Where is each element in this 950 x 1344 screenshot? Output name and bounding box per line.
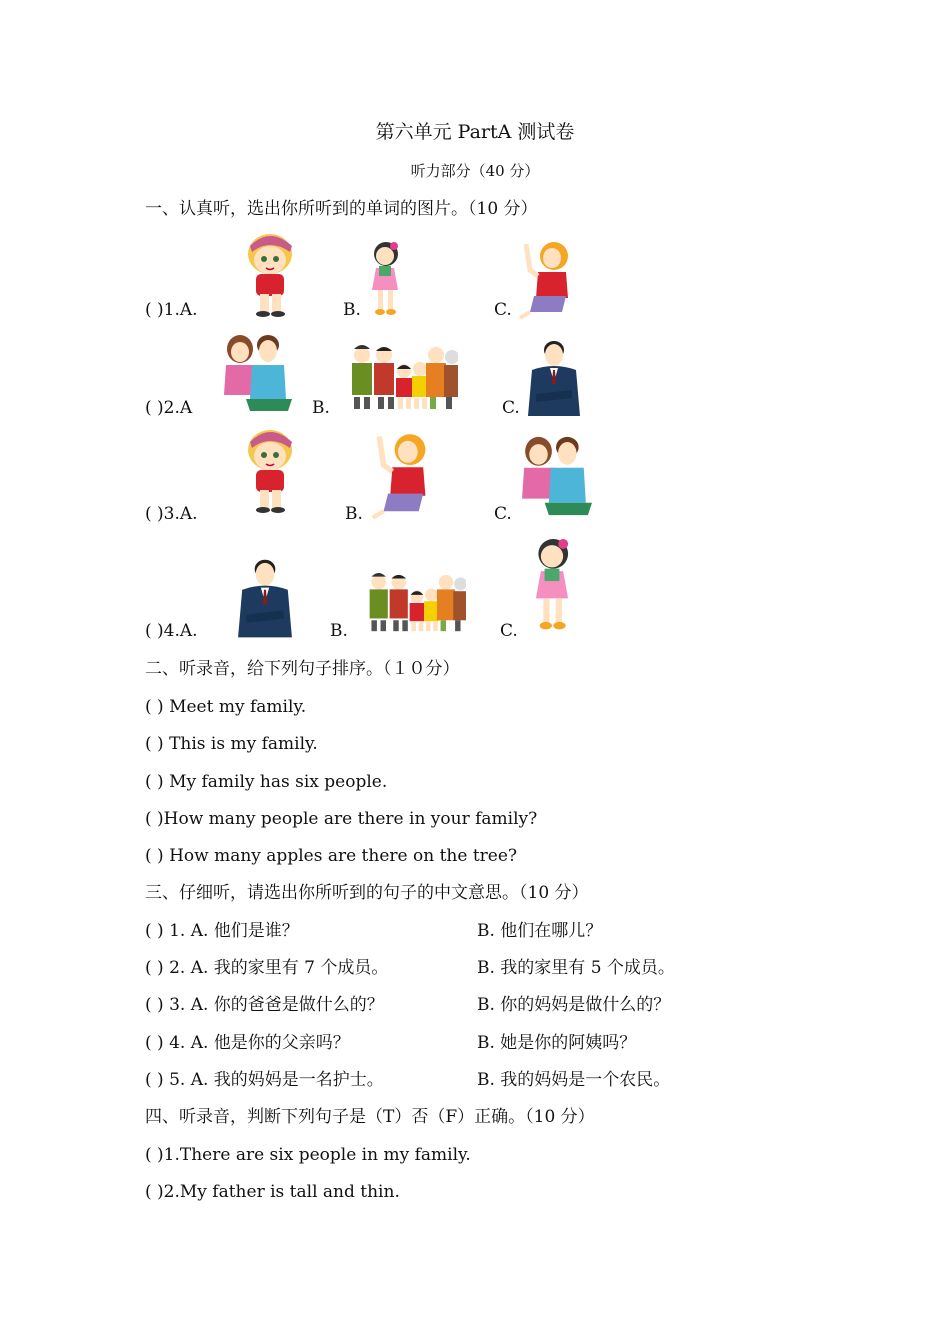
- s3-item-a: ( ) 1. A. 他们是谁？: [145, 921, 299, 941]
- family-picture: [366, 570, 466, 636]
- page-title: 第六单元 PartA 测试卷: [375, 121, 575, 143]
- couple-picture: [520, 434, 592, 518]
- s3-item-b: B. 我的家里有 5 个成员。: [477, 958, 675, 978]
- q1-3-number: ( )3.A.: [145, 504, 198, 524]
- q1-2-option-b: B.: [312, 398, 330, 418]
- boy-picture: [236, 428, 304, 514]
- q1-4-number: ( )4.A.: [145, 621, 198, 641]
- s3-item-b: B. 她是你的阿姨吗？: [477, 1033, 637, 1053]
- s2-item: ( ) My family has six people.: [145, 772, 388, 792]
- q1-1-option-c: C.: [494, 300, 512, 320]
- q1-1-number: ( )1.A.: [145, 300, 198, 320]
- q1-2-option-c: C.: [502, 398, 520, 418]
- s3-item-a: ( ) 2. A. 我的家里有 7 个成员。: [145, 958, 389, 978]
- couple-picture: [222, 333, 292, 413]
- s2-item: ( ) Meet my family.: [145, 697, 307, 717]
- section-2-heading: 二、听录音，给下列句子排序。（１０分）: [145, 659, 460, 679]
- q1-4-option-b: B.: [330, 621, 348, 641]
- q1-3-option-c: C.: [494, 504, 512, 524]
- s3-item-b: B. 我的妈妈是一个农民。: [477, 1070, 671, 1090]
- boy-picture: [236, 232, 304, 318]
- man-picture: [526, 338, 582, 416]
- q1-4-option-c: C.: [500, 621, 518, 641]
- woman-picture: [516, 240, 572, 320]
- s3-item-b: B. 你的妈妈是做什么的？: [477, 995, 671, 1015]
- q1-2-number: ( )2.A: [145, 398, 193, 418]
- page-subtitle: 听力部分（40 分）: [410, 162, 540, 180]
- man-picture: [236, 556, 294, 638]
- q1-1-option-b: B.: [343, 300, 361, 320]
- s2-item: ( )How many people are there in your family?: [145, 809, 538, 829]
- s3-item-a: ( ) 4. A. 他是你的父亲吗？: [145, 1033, 350, 1053]
- s3-item-a: ( ) 3. A. 你的爸爸是做什么的？: [145, 995, 384, 1015]
- q1-3-option-b: B.: [345, 504, 363, 524]
- s2-item: ( ) How many apples are there on the tree?: [145, 846, 518, 866]
- s3-item-a: ( ) 5. A. 我的妈妈是一名护士。: [145, 1070, 384, 1090]
- section-3-heading: 三、仔细听，请选出你所听到的句子的中文意思。（10 分）: [145, 883, 589, 903]
- s4-item: ( )2.My father is tall and thin.: [145, 1182, 400, 1202]
- s2-item: ( ) This is my family.: [145, 734, 318, 754]
- section-4-heading: 四、听录音，判断下列句子是（T）否（F）正确。（10 分）: [145, 1107, 595, 1127]
- girl-picture: [364, 240, 406, 320]
- s4-item: ( )1.There are six people in my family.: [145, 1145, 471, 1165]
- section-1-heading: 一、认真听，选出你所听到的单词的图片。（10 分）: [145, 199, 538, 219]
- family-picture: [348, 343, 458, 413]
- woman-picture: [368, 432, 430, 520]
- girl-picture: [526, 534, 578, 638]
- s3-item-b: B. 他们在哪儿？: [477, 921, 603, 941]
